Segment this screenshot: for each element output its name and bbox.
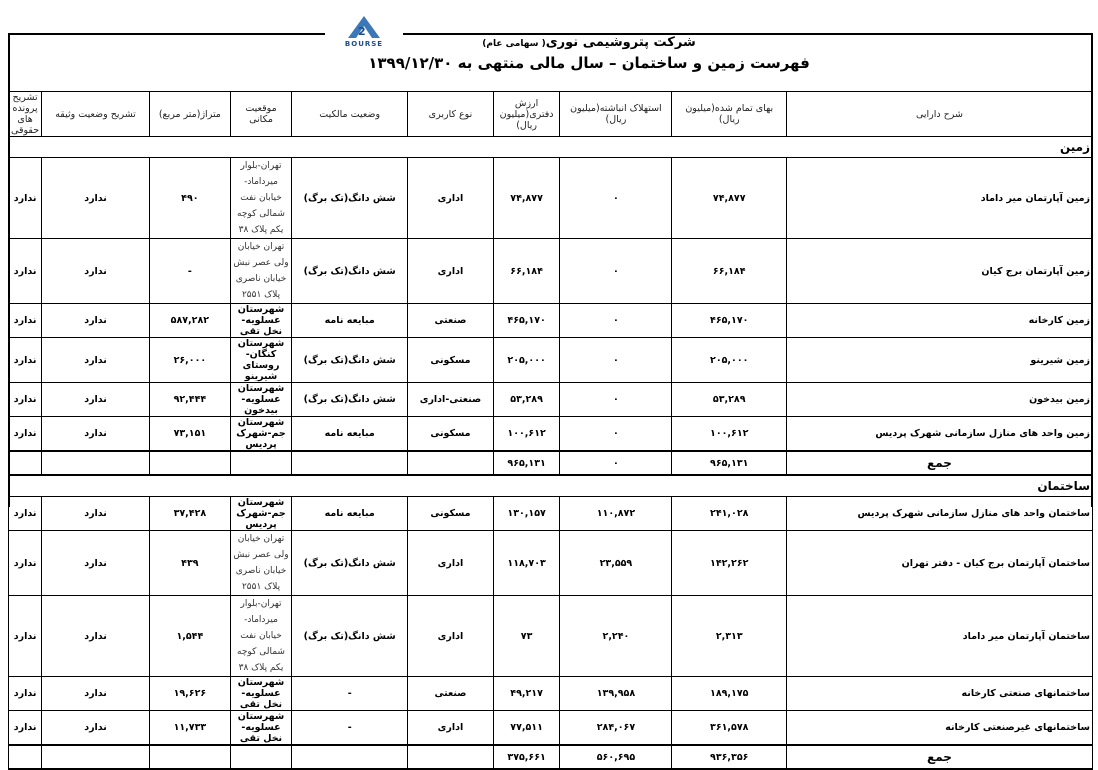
table-cell: شش دانگ(تک برگ) (292, 158, 408, 239)
table-cell: ۴۳۹ (149, 531, 230, 596)
table-cell: ۷۳ (493, 596, 560, 677)
table-cell: اداری (408, 239, 494, 304)
table-cell: ساختمان واحد های منازل سازمانی شهرک پردیس (786, 497, 1092, 531)
table-row (9, 531, 1093, 596)
table-cell: ۱۸۹,۱۷۵ (672, 677, 786, 711)
empty-cell (149, 451, 230, 475)
table-cell: مبایعه نامه (292, 304, 408, 338)
table-cell: زمین کارخانه (786, 304, 1092, 338)
table-row (9, 338, 1093, 383)
column-header: ارزش دفتری(میلیون ریال) (493, 92, 560, 137)
table-cell: ندارد (42, 531, 150, 596)
table-cell: اداری (408, 711, 494, 746)
table-cell: اداری (408, 158, 494, 239)
table-cell: ندارد (42, 304, 150, 338)
table-cell: ساختمانهای غیرصنعتی کارخانه (786, 711, 1092, 746)
table-cell: مبایعه نامه (292, 497, 408, 531)
table-cell: زمین آپارتمان میر داماد (786, 158, 1092, 239)
empty-cell (230, 451, 291, 475)
section-title: زمین (9, 137, 1093, 158)
table-cell: ندارد (42, 417, 150, 452)
table-cell: ۲۸۴,۰۶۷ (560, 711, 672, 746)
table-cell: ۱۰۰,۶۱۲ (672, 417, 786, 452)
table-row (9, 158, 1093, 239)
table-cell: ۱۳۰,۱۵۷ (493, 497, 560, 531)
column-header: بهای تمام شده(میلیون ریال) (672, 92, 786, 137)
table-cell: ۱۱,۷۳۳ (149, 711, 230, 746)
empty-cell (149, 745, 230, 769)
table-row (9, 304, 1093, 338)
total-book: ۳۷۵,۶۶۱ (493, 745, 560, 769)
table-cell: ۶۶,۱۸۴ (672, 239, 786, 304)
table-cell: ۱۱۰,۸۷۲ (560, 497, 672, 531)
table-cell: ندارد (9, 417, 42, 452)
land-building-table (8, 91, 1093, 770)
table-cell: صنعتی-اداری (408, 383, 494, 417)
table-cell: ندارد (42, 596, 150, 677)
table-cell: ۲۶,۰۰۰ (149, 338, 230, 383)
table-row (9, 497, 1093, 531)
table-cell: ندارد (9, 383, 42, 417)
column-header: تشریح پرونده های حقوقی (9, 92, 42, 137)
total-cost: ۹۶۵,۱۳۱ (672, 451, 786, 475)
table-cell: ۰ (560, 239, 672, 304)
section-header (9, 475, 1093, 497)
table-cell: ۹۲,۴۴۴ (149, 383, 230, 417)
column-header: تشریح وضعیت وثیقه (42, 92, 150, 137)
table-row (9, 711, 1093, 746)
table-cell: شهرستان جم-شهرک پردیس (230, 417, 291, 452)
table-cell: ۰ (560, 417, 672, 452)
table-cell: ندارد (9, 338, 42, 383)
table-cell: شش دانگ(تک برگ) (292, 239, 408, 304)
table-cell: صنعتی (408, 677, 494, 711)
table-cell: ۵۳,۲۸۹ (493, 383, 560, 417)
total-dep: ۰ (560, 451, 672, 475)
total-cost: ۹۳۶,۳۵۶ (672, 745, 786, 769)
table-cell: ندارد (9, 497, 42, 531)
table-cell: زمین شیرینو (786, 338, 1092, 383)
total-dep: ۵۶۰,۶۹۵ (560, 745, 672, 769)
table-cell: ۲,۳۱۳ (672, 596, 786, 677)
logo-text: BOURSE (344, 40, 384, 48)
table-cell: ۱۱۸,۷۰۳ (493, 531, 560, 596)
column-header: نوع کاربری (408, 92, 494, 137)
table-cell: ندارد (9, 158, 42, 239)
column-header: موقعیت مکانی (230, 92, 291, 137)
table-cell: ۰ (560, 158, 672, 239)
svg-text:2: 2 (358, 25, 366, 38)
table-cell: شهرستان عسلویه-نخل تقی (230, 677, 291, 711)
table-row (9, 677, 1093, 711)
table-cell: ۱۴۲,۲۶۲ (672, 531, 786, 596)
total-label: جمع (786, 745, 1092, 769)
table-cell: ۱۹,۶۲۶ (149, 677, 230, 711)
table-cell: ۰ (560, 383, 672, 417)
table-cell: ندارد (42, 383, 150, 417)
total-row (9, 451, 1093, 475)
table-cell: زمین بیدخون (786, 383, 1092, 417)
table-row (9, 417, 1093, 452)
table-cell: اداری (408, 531, 494, 596)
table-row (9, 596, 1093, 677)
table-cell: ۶۶,۱۸۴ (493, 239, 560, 304)
header-row (9, 92, 1093, 137)
table-cell: تهران-بلوار میرداماد-خیابان نفت شمالی کوچه یکم پلاک ۳۸ (230, 158, 291, 239)
table-cell: ۲۰۵,۰۰۰ (493, 338, 560, 383)
table-cell: - (292, 711, 408, 746)
column-header: استهلاک انباشته(میلیون ریال) (560, 92, 672, 137)
empty-cell (230, 745, 291, 769)
table-cell: ندارد (42, 158, 150, 239)
table-cell: ندارد (42, 711, 150, 746)
table-cell: ندارد (42, 677, 150, 711)
company-name: شرکت پتروشیمی نوری( سهامی عام) (482, 35, 696, 50)
table-cell: مسکونی (408, 417, 494, 452)
table-cell: تهران خیابان ولی عصر نبش خیابان ناصری پلاک ۲۵۵۱ (230, 531, 291, 596)
table-cell: ندارد (9, 677, 42, 711)
total-label: جمع (786, 451, 1092, 475)
table-cell: زمین آپارتمان برج کیان (786, 239, 1092, 304)
empty-cell (408, 745, 494, 769)
table-cell: ندارد (9, 596, 42, 677)
table-cell: ۷۴,۸۷۷ (493, 158, 560, 239)
table-cell: ۰ (560, 338, 672, 383)
table-cell: ۲۰۵,۰۰۰ (672, 338, 786, 383)
table-cell: شهرستان جم-شهرک پردیس (230, 497, 291, 531)
table-cell: شهرستان عسلویه-نخل تقی (230, 304, 291, 338)
table-cell: ندارد (42, 239, 150, 304)
empty-cell (292, 745, 408, 769)
table-cell: شهرستان کنگان-روستای شیرینو (230, 338, 291, 383)
table-cell: شهرستان عسلویه-بیدخون (230, 383, 291, 417)
table-cell: ۲۴۱,۰۲۸ (672, 497, 786, 531)
table-cell: ۴۹,۲۱۷ (493, 677, 560, 711)
empty-cell (9, 745, 42, 769)
section-header (9, 137, 1093, 158)
table-cell: ۷۷,۵۱۱ (493, 711, 560, 746)
column-header: شرح دارایی (786, 92, 1092, 137)
table-cell: - (292, 677, 408, 711)
table-cell: ۱۳۹,۹۵۸ (560, 677, 672, 711)
table-cell: ندارد (9, 304, 42, 338)
table-cell: مسکونی (408, 338, 494, 383)
table-cell: شش دانگ(تک برگ) (292, 531, 408, 596)
table-cell: ۰ (560, 304, 672, 338)
table-cell: ندارد (9, 711, 42, 746)
table-cell: شش دانگ(تک برگ) (292, 383, 408, 417)
table-cell: ۲۳,۵۵۹ (560, 531, 672, 596)
table-cell: ساختمان آپارتمان برج کیان - دفتر تهران (786, 531, 1092, 596)
table-cell: صنعتی (408, 304, 494, 338)
empty-cell (42, 745, 150, 769)
table-cell: شش دانگ(تک برگ) (292, 596, 408, 677)
table-cell: ۴۶۵,۱۷۰ (672, 304, 786, 338)
section-title: ساختمان (9, 475, 1093, 497)
table-cell: شهرستان عسلویه-نخل تقی (230, 711, 291, 746)
total-book: ۹۶۵,۱۳۱ (493, 451, 560, 475)
table-cell: ساختمانهای صنعتی کارخانه (786, 677, 1092, 711)
empty-cell (292, 451, 408, 475)
table-cell: ۴۹۰ (149, 158, 230, 239)
table-cell: ۵۳,۲۸۹ (672, 383, 786, 417)
column-header: متراژ(متر مربع) (149, 92, 230, 137)
page-title: فهرست زمین و ساختمان – سال مالی منتهی به ۱۳۹۹/۱۲/۳۰ (368, 54, 810, 72)
table-cell: اداری (408, 596, 494, 677)
table-row (9, 239, 1093, 304)
table-cell: مسکونی (408, 497, 494, 531)
table-row (9, 383, 1093, 417)
table-cell: ندارد (9, 531, 42, 596)
table-cell: ۱,۵۴۴ (149, 596, 230, 677)
table-cell: تهران-بلوار میرداماد-خیابان نفت شمالی کوچه یکم پلاک ۳۸ (230, 596, 291, 677)
total-row (9, 745, 1093, 769)
table-cell: تهران خیابان ولی عصر نبش خیابان ناصری پلاک ۲۵۵۱ (230, 239, 291, 304)
table-cell: شش دانگ(تک برگ) (292, 338, 408, 383)
table-cell: ۴۶۵,۱۷۰ (493, 304, 560, 338)
empty-cell (42, 451, 150, 475)
table-cell: مبایعه نامه (292, 417, 408, 452)
table-cell: ندارد (42, 497, 150, 531)
column-header: وضعیت مالکیت (292, 92, 408, 137)
empty-cell (9, 451, 42, 475)
table-cell: - (149, 239, 230, 304)
table-cell: ندارد (42, 338, 150, 383)
empty-cell (408, 451, 494, 475)
table-cell: ۱۰۰,۶۱۲ (493, 417, 560, 452)
table-cell: زمین واحد های منازل سازمانی شهرک پردیس (786, 417, 1092, 452)
table-cell: ۵۸۷,۲۸۲ (149, 304, 230, 338)
table-cell: ۷۴,۸۷۷ (672, 158, 786, 239)
table-cell: ۳۷,۴۲۸ (149, 497, 230, 531)
table-cell: ساختمان آپارتمان میر داماد (786, 596, 1092, 677)
table-cell: ۳۶۱,۵۷۸ (672, 711, 786, 746)
table-cell: ندارد (9, 239, 42, 304)
table-cell: ۲,۲۴۰ (560, 596, 672, 677)
table-cell: ۷۳,۱۵۱ (149, 417, 230, 452)
